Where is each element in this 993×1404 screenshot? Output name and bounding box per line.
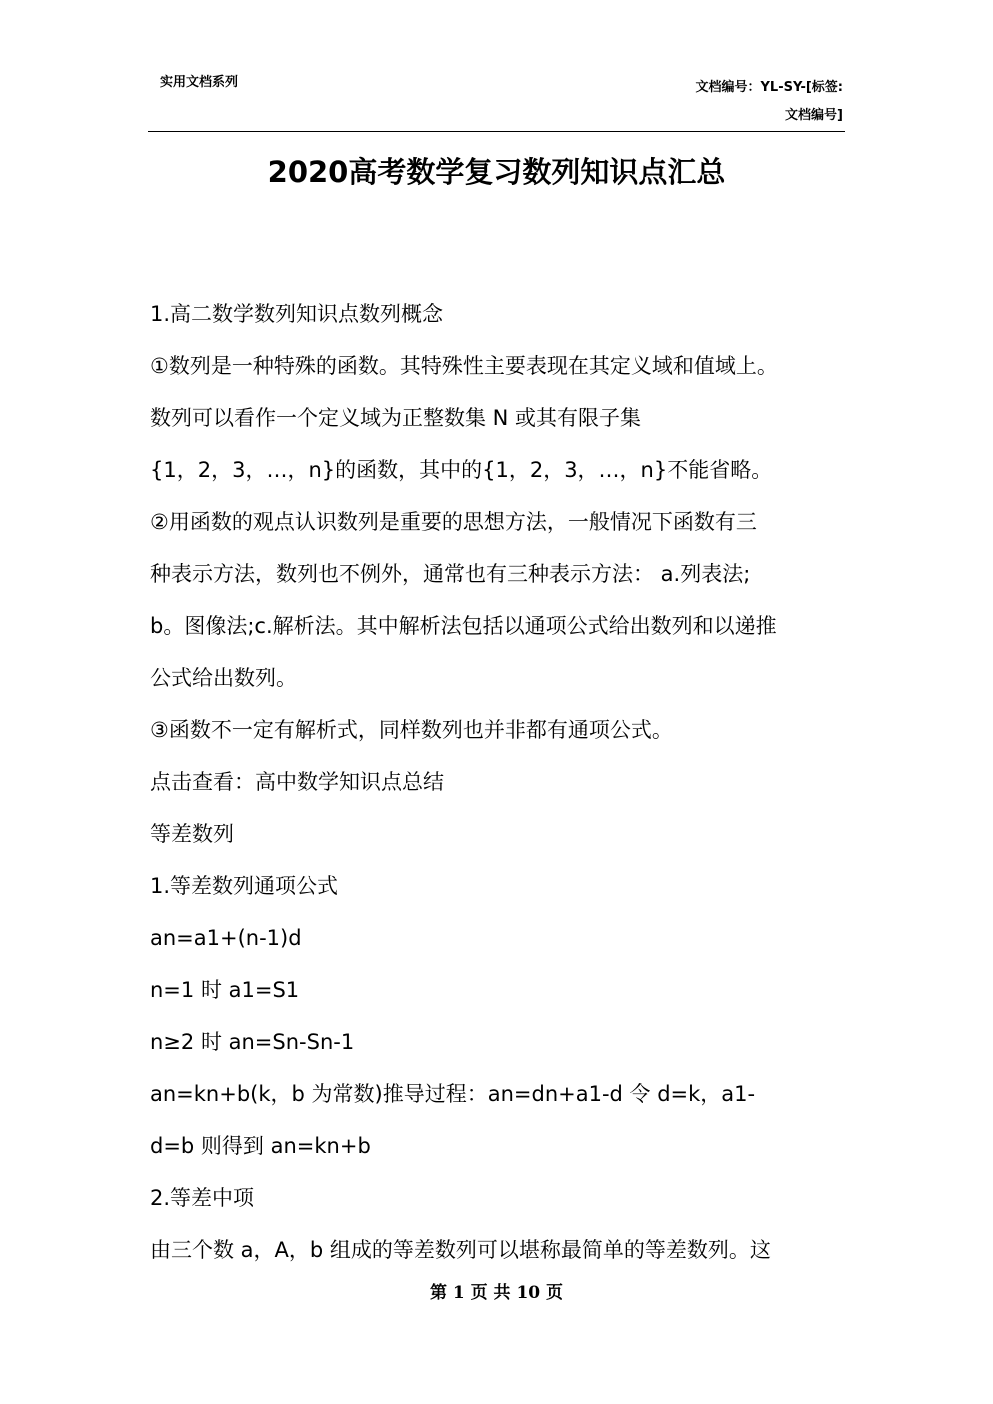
- header-document-number-line1: 文档编号：YL-SY-[标签:: [695, 80, 843, 95]
- body-line: b。图像法;c.解析法。其中解析法包括以通项公式给出数列和以递推: [150, 614, 777, 638]
- body-line: ①数列是一种特殊的函数。其特殊性主要表现在其定义域和值域上。: [150, 354, 778, 378]
- body-line: 1.等差数列通项公式: [150, 874, 339, 898]
- formula-line: an=kn+b(k，b 为常数)推导过程：an=dn+a1-d 令 d=k，a1-: [150, 1082, 756, 1106]
- section-heading: 等差数列: [150, 822, 234, 846]
- header-document-number: [603, 74, 843, 130]
- header-divider: [148, 131, 845, 132]
- formula-line: n=1 时 a1=S1: [150, 978, 300, 1002]
- body-line: ②用函数的观点认识数列是重要的思想方法，一般情况下函数有三: [150, 510, 757, 534]
- formula-line: n≥2 时 an=Sn-Sn-1: [150, 1030, 355, 1054]
- document-title: 2020高考数学复习数列知识点汇总: [267, 155, 726, 189]
- body-line: {1，2，3，…，n}的函数，其中的{1，2，3，…，n}不能省略。: [150, 458, 773, 482]
- formula-line: d=b 则得到 an=kn+b: [150, 1134, 371, 1158]
- header-series-label: 实用文档系列: [160, 75, 239, 90]
- page-footer: 第 1 页 共 10 页: [429, 1283, 564, 1303]
- header-document-number-line2: 文档编号]: [785, 108, 843, 123]
- body-line: ③函数不一定有解析式，同样数列也并非都有通项公式。: [150, 718, 673, 742]
- document-body: [150, 288, 840, 1276]
- body-line: 点击查看：高中数学知识点总结: [150, 770, 444, 794]
- body-line: 由三个数 a，A，b 组成的等差数列可以堪称最简单的等差数列。这: [150, 1238, 771, 1262]
- body-line: 1.高二数学数列知识点数列概念: [150, 302, 444, 326]
- body-line: 种表示方法，数列也不例外，通常也有三种表示方法： a.列表法;: [150, 562, 751, 586]
- formula-line: an=a1+(n-1)d: [150, 926, 302, 950]
- body-line: 2.等差中项: [150, 1186, 255, 1210]
- body-line: 数列可以看作一个定义域为正整数集 N 或其有限子集: [150, 406, 642, 430]
- body-line: 公式给出数列。: [150, 666, 297, 690]
